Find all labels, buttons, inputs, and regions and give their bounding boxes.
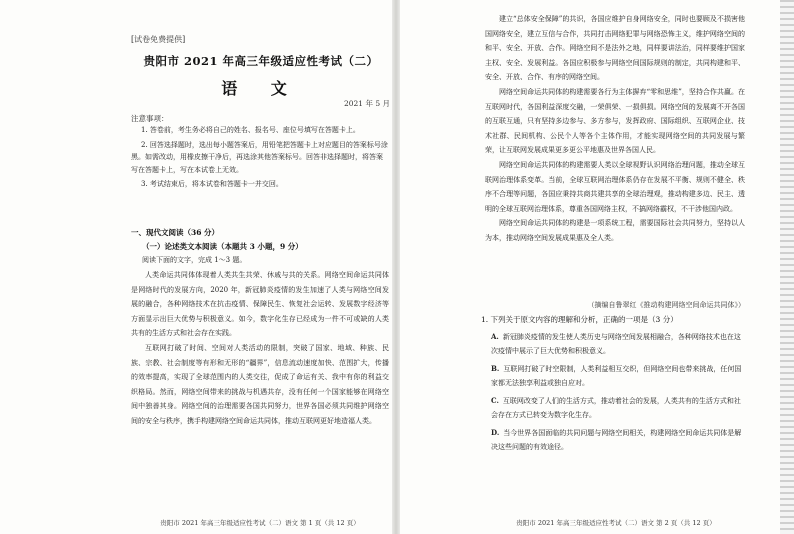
- notice-item: 3. 考试结束后，将本试卷和答题卡一并交回。: [141, 180, 283, 188]
- notice-item: 2. 回答选择题时，选出每小题答案后，用铅笔把答题卡上对应题目的答案标号涂黑。如需改动，用橡皮擦干净后，再选涂其他答案标号。回答非选择题时，将答案写在答题卡上，写在本试卷上无效。: [131, 140, 388, 174]
- option-a: [491, 330, 743, 358]
- option-letter: A.: [491, 332, 499, 341]
- section-heading: 一、现代文阅读（36 分）: [131, 228, 220, 237]
- notice-item: 1. 答卷前，考生务必将自己的姓名、报名号、座位号填写在答题卡上。: [141, 126, 360, 134]
- notice-heading: 注意事项：: [131, 114, 169, 123]
- exam-date: 2021 年 5 月: [343, 99, 390, 108]
- read-instruction: 阅读下面的文字，完成 1～3 题。: [142, 256, 247, 264]
- paragraph: 网络空间命运共同体的构建是一项系统工程，需要国际社会共同努力，坚持以人为本，推动网络空间发展成果惠及全人类。: [485, 219, 745, 242]
- left-body-text: [131, 268, 389, 429]
- option-b: [491, 362, 743, 390]
- left-page-footer: 贵阳市 2021 年高三年级适应性考试（二）语文 第 1 页（共 12 页）: [160, 519, 360, 527]
- paragraph: 互联网打破了时间、空间对人类活动的限制，突破了国家、地域、种族、民族、宗教、社会制度等有形和无形的“疆界”，信息流动速度加快、范围扩大，传播的效率提高，实现了全球范围内的人类交往，促成了命运有关、我中有你的利益交织格局。然而，网络空间带来的挑战与机遇共存，没有任何一个国家能够在网络空间中独善其身。网络空间的治理需要各国共同努力，世界各国必须共同维护网络空间的安全与秩序，携手构建网络空间命运共同体，推动互联网更好地造福人类。: [131, 343, 389, 425]
- paragraph: 网络空间命运共同体的构建需要人类以全球视野认识网络治理问题，推动全球互联网治理体系变革。当前，全球互联网治理体系仍存在发展不平衡、规则不健全、秩序不合理等问题，各国应秉持共商共建共享的全球治理观，推动构建多边、民主、透明的全球互联网治理体系，尊重各国网络主权，不搞网络霸权，不干涉他国内政。: [485, 160, 745, 213]
- notice-list: [131, 124, 389, 193]
- subsection-heading: （一）论述类文本阅读（本题共 3 小题，9 分）: [142, 242, 303, 251]
- question-1: 1. 下列关于原文内容的理解和分析，正确的一项是（3 分）: [481, 315, 678, 324]
- subject-title: 语 文: [221, 79, 301, 98]
- paragraph: 网络空间命运共同体的构建需要各行为主体摒弃“零和思维”，坚持合作共赢。在互联网时代，各国利益深度交融，一荣俱荣、一损俱损。网络空间的发展离不开各国的互联互通，只有坚持多边参与、多方参与，发挥政府、国际组织、互联网企业、技术社群、民间机构、公民个人等各个主体作用，才能实现网络空间的共同发展与繁荣，让互联网发展成果更多更公平地惠及世界各国人民。: [485, 87, 745, 155]
- option-letter: B.: [491, 364, 500, 373]
- option-text: 当今世界各国面临的共同问题与网络空间相关，构建网络空间命运共同体是解决这些问题的有效途径。: [491, 429, 742, 451]
- option-c: [491, 394, 743, 422]
- scan-edge: [780, 0, 794, 534]
- paragraph: 人类命运共同体体现着人类共生共荣、休戚与共的关系。网络空间命运共同体是网络时代的发展方向，2020 年，新冠肺炎疫情的发生加速了人类与网络空间发展的融合，各种网络技术在抗击疫情、保障民生、恢复社会运转、发展数字经济等方面显示出巨大优势与积极意义。如今，数字化生存已经成为一件不可或缺的人类共有的生活方式和社会存在实践。: [131, 271, 389, 338]
- answer-options: [491, 330, 743, 458]
- right-body-text: [485, 12, 745, 246]
- article-source: （摘编自鲁翠红《推动构建网络空间命运共同体》）: [587, 301, 745, 309]
- option-letter: C.: [491, 396, 499, 405]
- option-letter: D.: [491, 428, 500, 437]
- option-text: 互联网改变了人们的生活方式，推动着社会的发展，人类共有的生活方式和社会存在方式已转变为数字化生存。: [491, 397, 741, 419]
- option-text: 互联网打破了时空限制，人类利益相互交织，但网络空间也带来挑战，任何国家都无法独享利益或独自应对。: [491, 365, 742, 387]
- right-page-footer: 贵阳市 2021 年高三年级适应性考试（二）语文 第 2 页（共 12 页）: [516, 519, 716, 527]
- free-tag: [试卷免费提供]: [131, 35, 186, 44]
- option-text: 新冠肺炎疫情的发生使人类历史与网络空间发展相融合，各种网络技术也在这次疫情中展示了巨大优势和积极意义。: [491, 333, 741, 355]
- page-spine: [392, 0, 400, 534]
- exam-title: 贵阳市 2021 年高三年级适应性考试（二）: [143, 54, 379, 68]
- paragraph: 建立“总体安全保障”的共识，各国应维护自身网络安全，同时也要顾及不损害他国网络安全，建立互信与合作，共同打击网络犯罪与网络恐怖主义，维护网络空间的和平、安全、开放、合作。网络空间不是法外之地，同样要讲法治，同样要维护国家主权、安全、发展利益。各国应积极参与网络空间国际规则的制定，共同构建和平、安全、开放、合作、有序的网络空间。: [485, 15, 745, 82]
- option-d: [491, 426, 743, 454]
